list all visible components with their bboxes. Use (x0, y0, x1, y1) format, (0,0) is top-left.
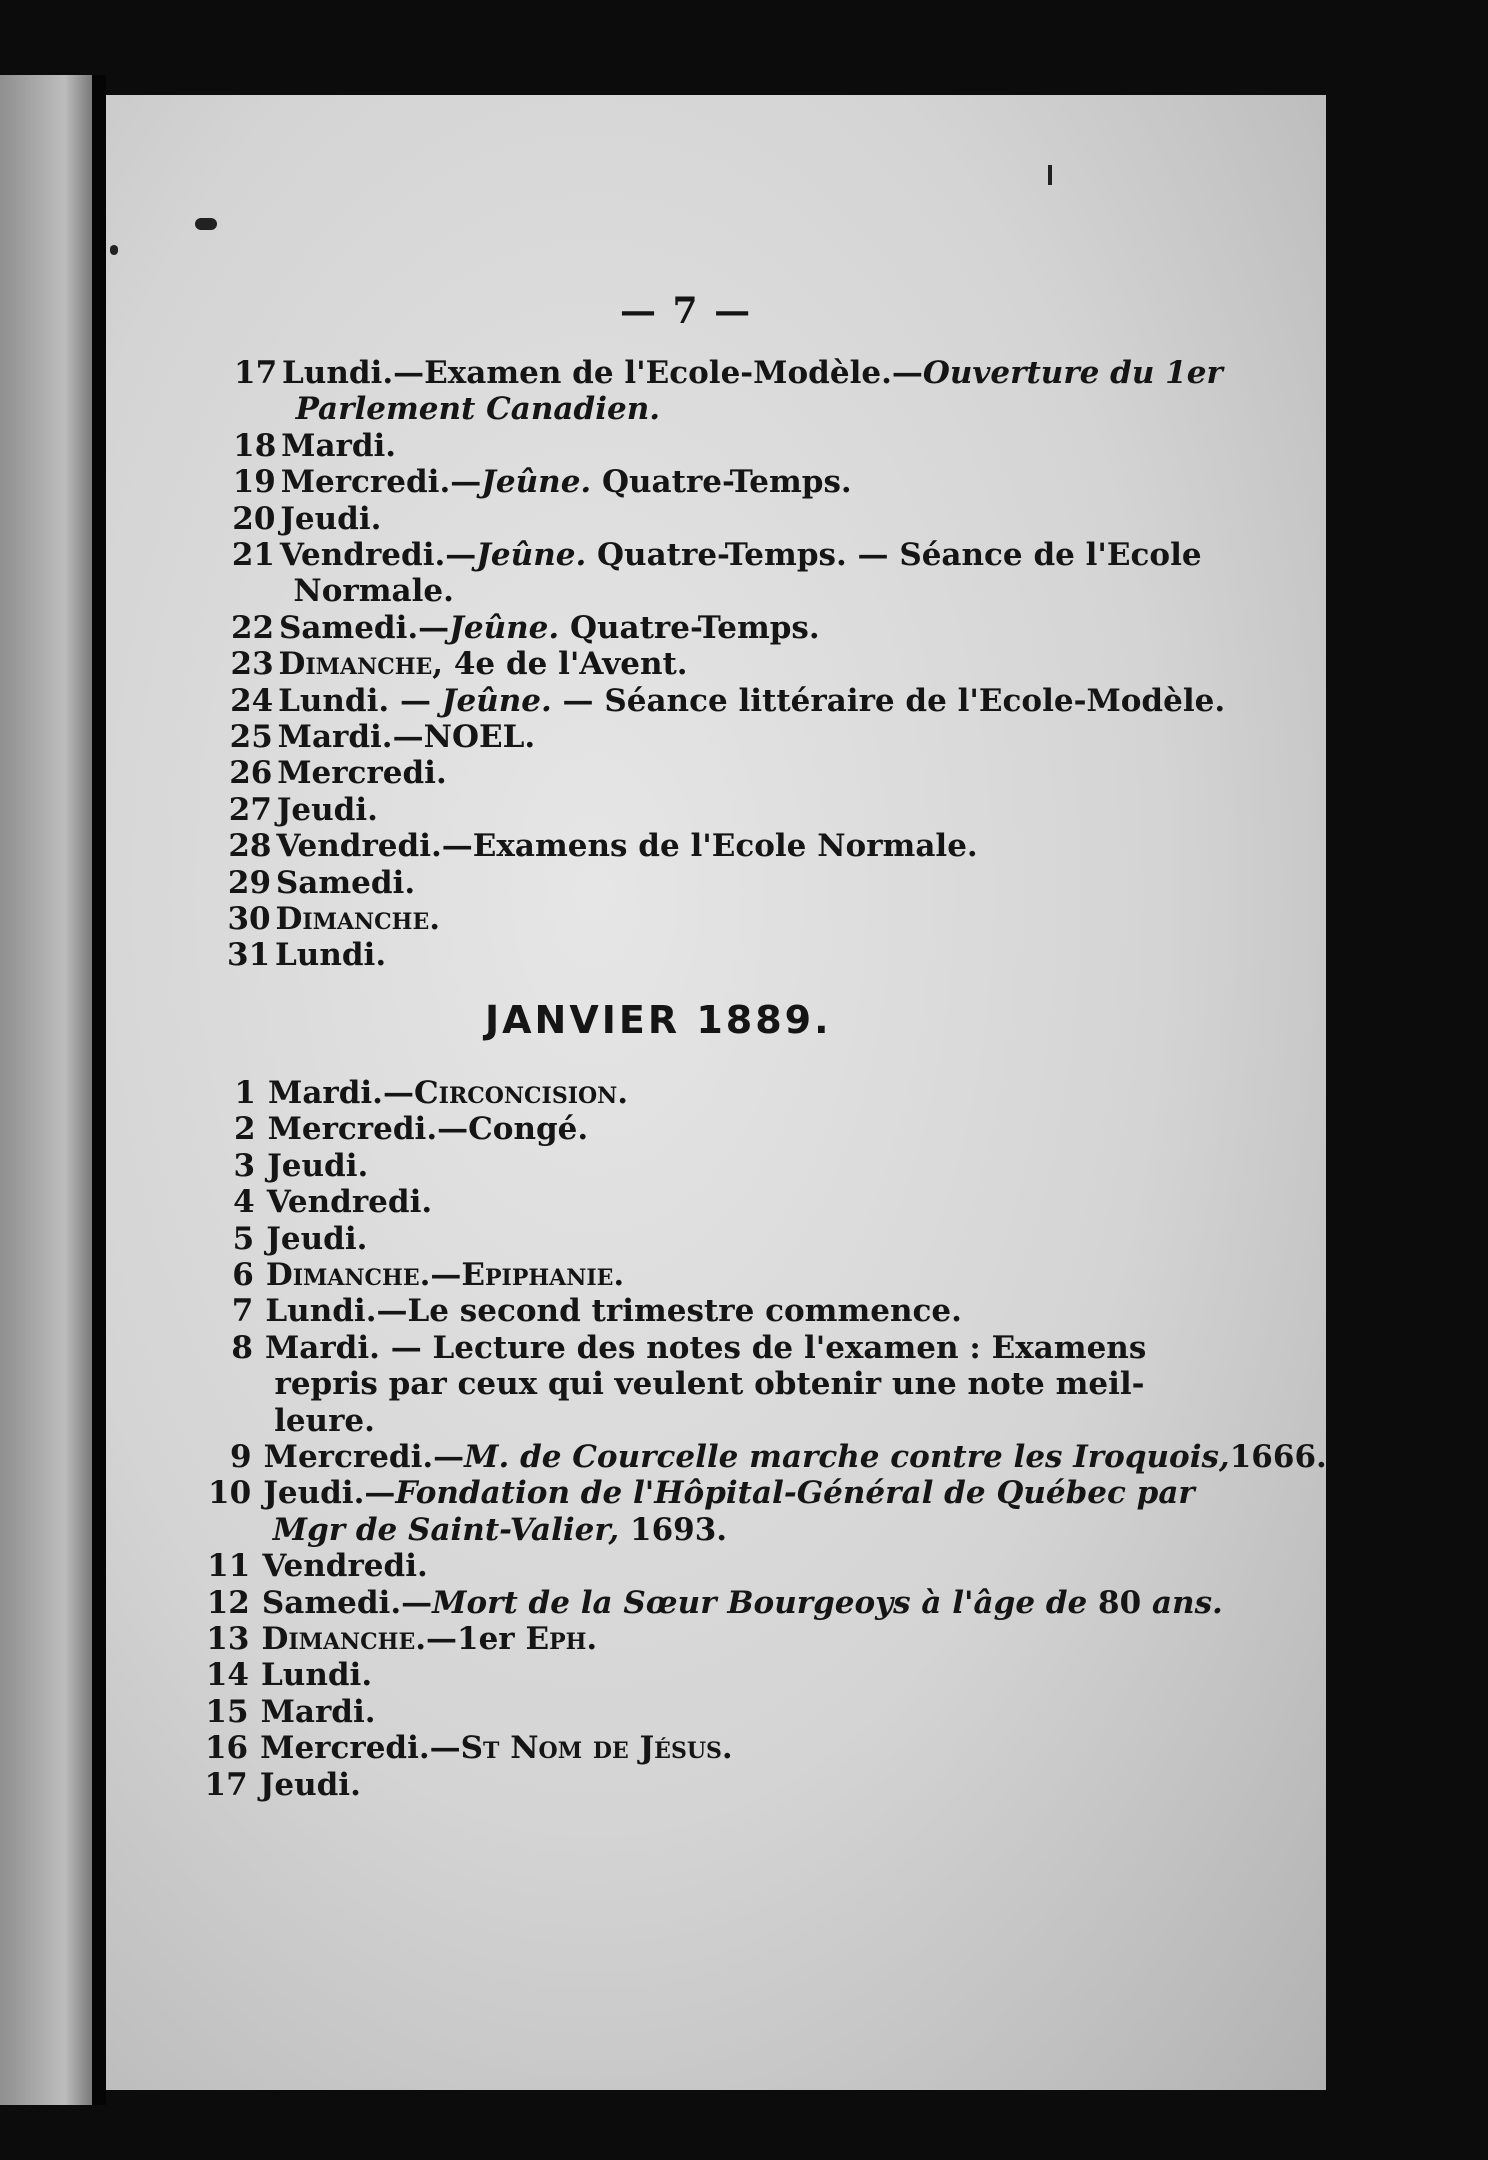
calendar-entry (202, 1730, 733, 1766)
day-number: 30 (227, 901, 271, 937)
entry-text: 80 (1087, 1584, 1152, 1621)
calendar-entry (208, 1221, 367, 1257)
day-number: 1 (234, 1075, 256, 1111)
entry-text: Epiphanie (461, 1257, 614, 1293)
day-number: 20 (232, 500, 276, 537)
entry-text: Mardi.—NOEL. (277, 719, 536, 755)
calendar-entry (229, 792, 378, 828)
day-number: 29 (227, 864, 272, 901)
entry-text: St Nom de Jésus (460, 1730, 722, 1767)
entry-text: Vendredi. (266, 1184, 433, 1221)
entry-text: Fondation de l'Hôpital-Général de Québec par (395, 1475, 1195, 1512)
day-number: 8 (231, 1329, 253, 1366)
entry-continuation (293, 573, 454, 609)
entry-text: Jeudi. (276, 791, 378, 828)
day-number: 3 (233, 1147, 256, 1184)
day-number: 11 (207, 1548, 251, 1585)
entry-text: Jeudi. (267, 1147, 369, 1184)
entry-text: Lundi. (275, 937, 387, 974)
entry-continuation (273, 1512, 727, 1548)
calendar-entry (231, 610, 820, 646)
entry-text: . (617, 1075, 629, 1111)
entry-text: Mardi. (281, 427, 397, 464)
entry-text: Quatre-Temps. (591, 464, 852, 501)
calendar-entry (202, 1767, 361, 1803)
day-number: 13 (206, 1621, 250, 1657)
day-number: 4 (233, 1184, 255, 1221)
entry-text: Lundi. (261, 1657, 373, 1694)
entry-text: . (721, 1730, 733, 1767)
entry-text: Quatre-Temps. (559, 609, 820, 646)
day-number: 25 (229, 719, 273, 755)
entry-continuation (296, 391, 660, 427)
entry-text: Eph (525, 1621, 587, 1657)
entry-text: Ouverture du 1er (922, 355, 1223, 391)
calendar-entry (228, 828, 977, 864)
entry-text: Lundi.—Examen de l'Ecole-Modèle.— (282, 355, 923, 391)
entry-text: M. de Courcelle marche contre les Iroquois, (464, 1439, 1230, 1475)
entry-text: Samedi.— (261, 1584, 433, 1621)
entry-text: . (586, 1621, 598, 1657)
day-number: 19 (232, 464, 276, 501)
entry-text: Samedi.— (278, 609, 450, 646)
entry-text: Jeudi. (280, 500, 382, 537)
day-number: 2 (233, 1111, 256, 1148)
entry-text: Mercredi.— (280, 464, 482, 501)
entry-text: — Séance littéraire de l'Ecole-Modèle. (551, 682, 1226, 719)
entry-text: Samedi. (275, 864, 416, 901)
entry-text: Vendredi.— (279, 537, 477, 573)
entry-text: Dimanche (275, 901, 430, 937)
entry-text: Mort de la Sœur Bourgeoys à l'âge de (432, 1584, 1088, 1621)
day-number: 22 (230, 609, 275, 646)
entry-text: 1693. (619, 1511, 728, 1548)
calendar-entry (207, 1330, 1146, 1366)
calendar-entry (207, 1293, 962, 1329)
calendar-entry (203, 1694, 376, 1730)
day-number: 27 (228, 791, 272, 828)
day-number: 6 (232, 1257, 254, 1293)
calendar-entry (230, 719, 536, 755)
entry-text: Mercredi.—Congé. (267, 1111, 589, 1148)
day-number: 10 (208, 1475, 252, 1512)
entry-text: Mgr de Saint-Valier, (272, 1511, 620, 1548)
day-number: 15 (205, 1693, 249, 1730)
entry-text: Dimanche (265, 1257, 420, 1293)
entry-text: Lundi. — (278, 682, 442, 719)
entry-text: Normale. (293, 573, 454, 610)
calendar-entry (204, 1548, 427, 1584)
calendar-entry (205, 1475, 1195, 1511)
day-number: 16 (204, 1730, 249, 1767)
month-heading: JANVIER 1889. (485, 998, 832, 1042)
entry-text: Jeudi.— (263, 1475, 396, 1512)
calendar-entry (209, 1148, 368, 1184)
day-number: 17 (234, 355, 278, 391)
calendar-entry (229, 755, 447, 791)
calendar-entry (204, 1585, 1223, 1621)
entry-text: ans. (1151, 1584, 1223, 1621)
calendar-entry (233, 428, 396, 464)
calendar-entry (230, 683, 1225, 719)
entry-text: , 4e de l'Avent. (432, 646, 688, 683)
day-number: 24 (230, 682, 274, 719)
entry-text: Dimanche (278, 646, 433, 683)
day-number: 21 (231, 537, 275, 573)
entry-text: Vendredi.—Examens de l'Ecole Normale. (276, 828, 978, 865)
entry-text: Parlement Canadien. (295, 391, 661, 428)
entry-text: Jeûne. (449, 609, 560, 646)
calendar-entry (227, 937, 386, 973)
entry-text: Mercredi. (277, 755, 447, 792)
entry-continuation (274, 1403, 375, 1439)
entry-text: Jeûne. (476, 537, 587, 573)
calendar-entry (206, 1439, 1327, 1475)
entry-text: . (429, 901, 441, 937)
day-number: 23 (230, 646, 274, 683)
page-number: — 7 — (620, 290, 753, 332)
entry-text: repris par ceux qui veulent obtenir une note meil- (274, 1366, 1145, 1403)
entry-text: Mardi. (260, 1693, 376, 1730)
entry-text: Mercredi.— (263, 1439, 465, 1475)
entry-text: .—1er (415, 1621, 526, 1657)
calendar-entry (210, 1111, 589, 1147)
day-number: 9 (230, 1439, 252, 1475)
entry-text: Lundi.—Le second trimestre commence. (265, 1293, 962, 1330)
day-number: 12 (206, 1584, 250, 1621)
day-number: 7 (231, 1293, 254, 1330)
calendar-entry (231, 646, 688, 682)
entry-text: Jeûne. (481, 464, 592, 501)
entry-text: Vendredi. (262, 1548, 428, 1585)
calendar-entry (233, 464, 852, 500)
entry-text: Mercredi.— (260, 1730, 461, 1767)
entry-text: Jeudi. (259, 1766, 361, 1803)
calendar-entry (203, 1621, 597, 1657)
calendar-entry (232, 537, 1202, 573)
calendar-entry (228, 865, 415, 901)
calendar-entry (208, 1257, 624, 1293)
entry-continuation (275, 1366, 1145, 1402)
day-number: 28 (228, 828, 272, 865)
entry-text: Mardi.— (268, 1075, 414, 1111)
entry-text: Jeudi. (266, 1220, 368, 1257)
entry-text: . (613, 1257, 625, 1293)
entry-text: leure. (274, 1402, 375, 1439)
day-number: 17 (204, 1766, 248, 1803)
calendar-entry (234, 355, 1223, 391)
calendar-entry (209, 1184, 432, 1220)
entry-text: .— (419, 1257, 462, 1293)
entry-text: Circoncision (413, 1075, 618, 1111)
entry-text: Mardi. — Lecture des notes de l'examen : Examens (264, 1329, 1147, 1366)
calendar-entry (227, 901, 440, 937)
calendar-entry (210, 1075, 628, 1111)
calendar-entry (232, 501, 381, 537)
entry-text: 1666. (1229, 1439, 1327, 1475)
day-number: 5 (232, 1220, 255, 1257)
day-number: 18 (233, 427, 277, 464)
day-number: 31 (227, 937, 271, 974)
entry-text: Quatre-Temps. — Séance de l'Ecole (586, 537, 1202, 573)
entry-text: Dimanche (261, 1621, 416, 1657)
day-number: 14 (205, 1657, 249, 1694)
calendar-entry (203, 1657, 372, 1693)
entry-text: Jeûne. (441, 682, 552, 719)
day-number: 26 (229, 755, 273, 792)
